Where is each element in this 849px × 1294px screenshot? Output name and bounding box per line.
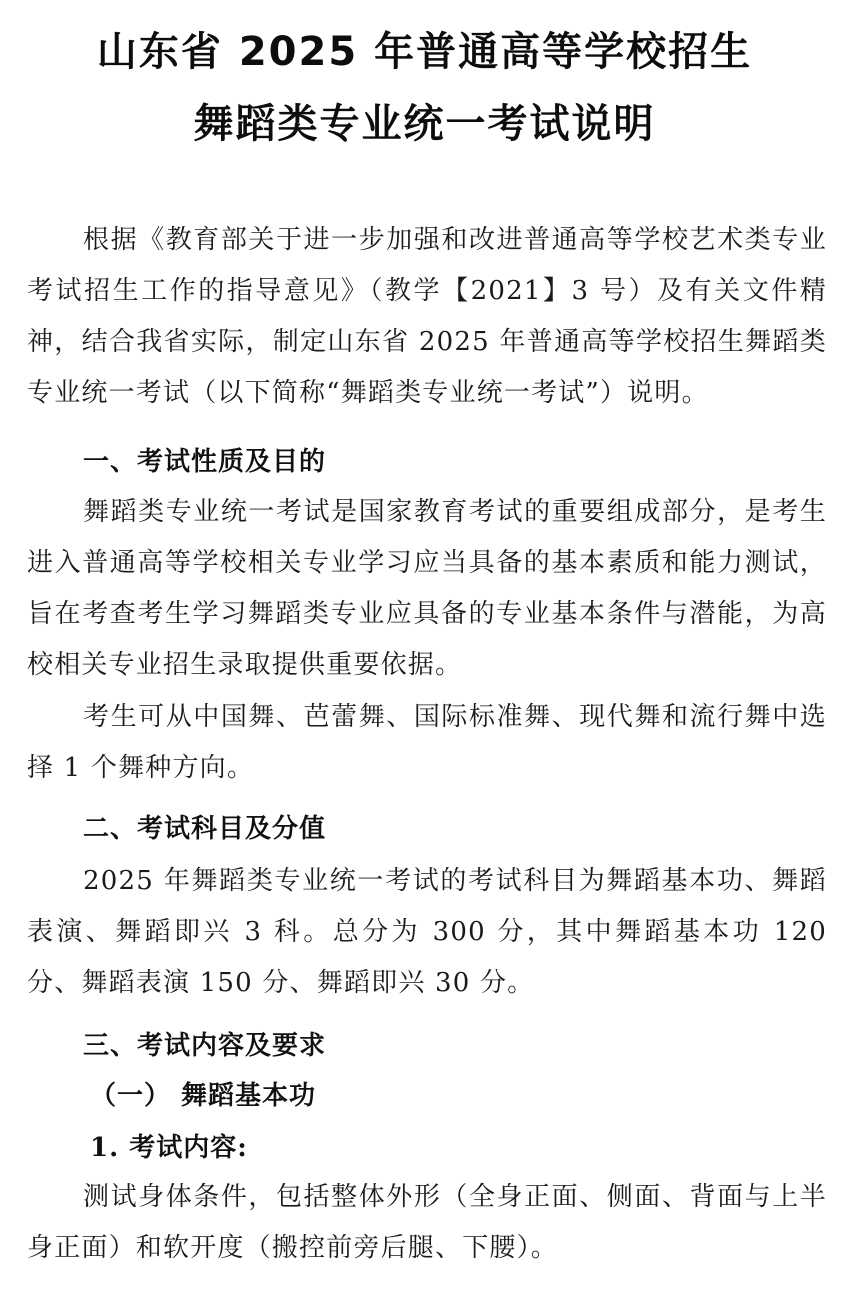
section1-paragraph1: 舞蹈类专业统一考试是国家教育考试的重要组成部分，是考生进入普通高等学校相关专业学习应当具备的基本素质和能力测试，旨在考查考生学习舞蹈类专业应具备的专业基本条件与潜能，为高校相关专业招生录取提供重要依据。 [27,497,827,680]
section1-paragraph2: 考生可从中国舞、芭蕾舞、国际标准舞、现代舞和流行舞中选择 1 个舞种方向。 [27,702,827,783]
intro-paragraph: 根据《教育部关于进一步加强和改进普通高等学校艺术类专业考试招生工作的指导意见》（教学【2021】3 号）及有关文件精神，结合我省实际，制定山东省 2025 年普通高等学校招生舞蹈类专业统一考试（以下简称“舞蹈类专业统一考试”）说明。 [27,225,827,408]
document-title-line2: 舞蹈类专业统一考试说明 [193,101,656,147]
document-title-line1: 山东省 2025 年普通高等学校招生 [96,29,753,75]
section3-item1-heading: 1. 考试内容: [90,1133,248,1163]
section3-item1-text: 测试身体条件，包括整体外形（全身正面、侧面、背面与上半身正面）和软开度（搬控前旁后腿、下腰）。 [27,1182,827,1263]
section1-heading: 一、考试性质及目的 [83,447,327,477]
section3-subheading-dance-basics: （一） 舞蹈基本功 [90,1081,317,1111]
section2-paragraph1: 2025 年舞蹈类专业统一考试的考试科目为舞蹈基本功、舞蹈表演、舞蹈即兴 3 科。总分为 300 分，其中舞蹈基本功 120 分、舞蹈表演 150 分、舞蹈即兴 30 分。 [27,866,827,998]
section3-heading: 三、考试内容及要求 [83,1031,327,1061]
section2-heading: 二、考试科目及分值 [83,814,327,844]
